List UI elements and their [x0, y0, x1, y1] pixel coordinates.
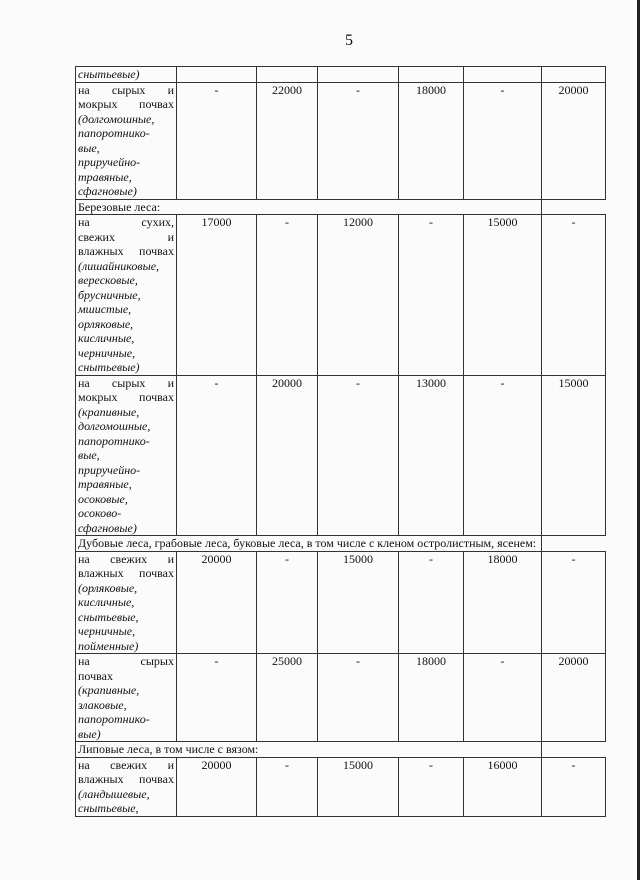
table-row [76, 654, 606, 742]
soil-description [76, 551, 177, 654]
forest-type-line: травяные, [78, 169, 132, 184]
value-cell: 15000 [318, 551, 399, 654]
forest-type-line: папоротнико- [78, 126, 150, 140]
value-cell [399, 67, 464, 83]
table-row [76, 215, 606, 376]
value-cell: - [177, 82, 257, 199]
value-cell: - [542, 757, 606, 816]
forest-type-line: сфагновые) [78, 184, 137, 198]
section-header-row [76, 742, 606, 758]
value-cell: - [542, 551, 606, 654]
value-cell: 18000 [464, 551, 542, 654]
forest-type-line: злаковые, [78, 697, 127, 712]
forest-type-line: приручейно- [78, 155, 141, 169]
forest-type-line: осоково- [78, 506, 122, 520]
forest-type-line: брусничные, [78, 287, 141, 302]
value-cell: 17000 [177, 215, 257, 376]
value-cell: - [177, 375, 257, 536]
forest-type-line: орляковые, [78, 316, 134, 331]
description-line: на свежих и [78, 551, 174, 566]
description-line: мокрых почвах [78, 97, 174, 111]
table-row [76, 82, 606, 199]
forest-type-line: (орляковые, [78, 580, 138, 595]
forest-type-line: черничные, [78, 624, 136, 638]
forest-type-line: папоротнико- [78, 433, 150, 448]
description-line: влажных почвах [78, 244, 174, 258]
value-cell: - [318, 82, 399, 199]
value-cell: 25000 [257, 654, 318, 742]
value-cell: 20000 [177, 757, 257, 816]
section-header-row [76, 536, 606, 552]
soil-description [76, 215, 177, 376]
value-cell: - [542, 215, 606, 376]
forest-type-line: снытьевые, [78, 609, 139, 624]
value-cell [257, 67, 318, 83]
value-cell: - [318, 375, 399, 536]
forest-type-line: травяные, [78, 477, 132, 491]
value-cell: 20000 [257, 375, 318, 536]
section-title: Дубовые леса, грабовые леса, буковые леса, в том числе с кленом остролистным, ясенем: [76, 536, 542, 552]
value-cell: 20000 [542, 654, 606, 742]
forest-type-line: (ландышевые, [78, 786, 150, 801]
value-cell: 20000 [177, 551, 257, 654]
value-cell: - [399, 215, 464, 376]
value-cell: 18000 [399, 654, 464, 742]
value-cell: 22000 [257, 82, 318, 199]
description-line: влажных почвах [78, 566, 174, 580]
forest-type-line: вые, [78, 448, 100, 462]
section-title: Липовые леса, в том числе с вязом: [76, 742, 542, 758]
forest-type-line: снытьевые) [78, 67, 140, 81]
value-cell: - [464, 82, 542, 199]
page-number: 5 [345, 32, 353, 49]
section-header-row [76, 199, 606, 215]
forest-type-line: кисличные, [78, 331, 135, 345]
forest-type-line: (крапивные, [78, 404, 140, 419]
value-cell [464, 67, 542, 83]
value-cell: - [399, 551, 464, 654]
description-line: почвах [78, 668, 113, 683]
value-cell [318, 67, 399, 83]
value-cell: - [257, 215, 318, 376]
table-row [76, 757, 606, 816]
forest-type-line: (долгомошные, [78, 111, 155, 126]
table-row [76, 551, 606, 654]
table-row [76, 375, 606, 536]
soil-description [76, 82, 177, 199]
forest-type-line: долгомошные, [78, 419, 151, 433]
forest-type-line: черничные, [78, 345, 136, 360]
value-cell: - [257, 757, 318, 816]
forest-type-line: мшистые, [78, 302, 132, 316]
description-line: на сырых и [78, 375, 174, 390]
value-cell: - [464, 654, 542, 742]
value-cell: 12000 [318, 215, 399, 376]
forest-type-line: папоротнико- [78, 712, 150, 726]
value-cell: - [399, 757, 464, 816]
value-cell: 15000 [464, 215, 542, 376]
forest-type-line: вые) [78, 726, 101, 741]
description-line: свежих и [78, 229, 174, 244]
value-cell: 15000 [542, 375, 606, 536]
soil-description [76, 67, 177, 83]
table-row [76, 67, 606, 83]
value-cell [542, 67, 606, 83]
soil-description [76, 757, 177, 816]
forest-type-line: снытьевые) [78, 360, 140, 374]
forest-type-line: вересковые, [78, 273, 138, 287]
description-line: на сухих, [78, 215, 174, 229]
soil-description [76, 654, 177, 742]
forest-type-line: приручейно- [78, 462, 141, 477]
value-cell: - [464, 375, 542, 536]
value-cell: 13000 [399, 375, 464, 536]
value-cell: - [257, 551, 318, 654]
value-cell: 20000 [542, 82, 606, 199]
table-body [76, 67, 606, 817]
forest-type-line: (лишайниковые, [78, 258, 160, 273]
value-cell: 16000 [464, 757, 542, 816]
forest-rates-table [75, 66, 606, 817]
description-line: на свежих и [78, 757, 174, 772]
forest-type-line: снытьевые, [78, 801, 139, 815]
forest-type-line: (крапивные, [78, 683, 140, 697]
description-line: мокрых почвах [78, 390, 174, 404]
value-cell: - [318, 654, 399, 742]
forest-type-line: вые, [78, 140, 100, 155]
value-cell: - [177, 654, 257, 742]
forest-type-line: пойменные) [78, 638, 139, 653]
forest-type-line: сфагновые) [78, 520, 137, 535]
forest-type-line: осоковые, [78, 491, 128, 506]
value-cell: 18000 [399, 82, 464, 199]
value-cell: 15000 [318, 757, 399, 816]
value-cell [177, 67, 257, 83]
section-title: Березовые леса: [76, 199, 542, 215]
description-line: на сырых [78, 654, 174, 668]
soil-description [76, 375, 177, 536]
description-line: на сырых и [78, 82, 174, 97]
description-line: влажных почвах [78, 772, 174, 786]
forest-type-line: кисличные, [78, 595, 135, 609]
